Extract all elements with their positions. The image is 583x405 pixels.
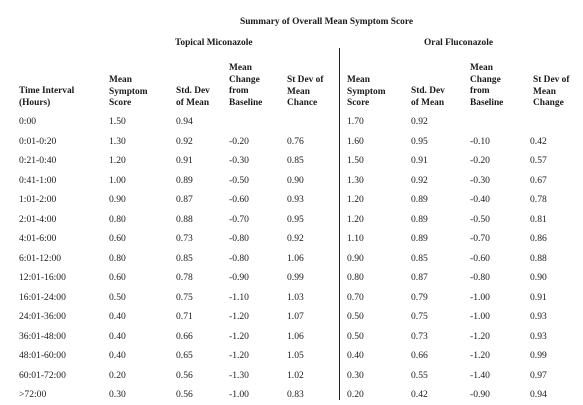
- cell-flu-sd-change: 0.97: [530, 369, 547, 381]
- header-flu-std-dev: Std. Dev of Mean: [411, 86, 445, 108]
- cell-flu-sd-change: 0.90: [530, 272, 547, 283]
- cell-mic-change: -1.30: [229, 369, 249, 381]
- cell-flu-mean: 0.50: [347, 330, 364, 342]
- cell-flu-sd: 0.89: [411, 194, 428, 205]
- cell-flu-mean: 0.70: [347, 291, 364, 303]
- cell-mic-change: -0.60: [229, 194, 249, 205]
- cell-mic-sd: 0.65: [176, 350, 193, 361]
- cell-mic-mean: 0.40: [109, 350, 126, 361]
- cell-mic-sd-change: 0.83: [287, 389, 304, 400]
- column-divider: [339, 48, 340, 400]
- cell-mic-sd-change: 0.90: [287, 174, 304, 186]
- cell-mic-sd-change: 1.02: [287, 369, 304, 381]
- cell-flu-mean: 0.80: [347, 272, 364, 283]
- cell-flu-sd: 0.55: [411, 369, 428, 381]
- group-header-oral-fluconazole: Oral Fluconazole: [424, 38, 493, 48]
- cell-mic-sd-change: 1.07: [287, 311, 304, 322]
- cell-time-interval: 48:01-60:00: [19, 350, 66, 361]
- cell-time-interval: 60:01-72:00: [19, 369, 66, 381]
- cell-mic-change: -1.20: [229, 330, 249, 342]
- cell-mic-sd: 0.75: [176, 291, 193, 303]
- cell-mic-change: -0.20: [229, 135, 249, 147]
- cell-mic-sd-change: 0.95: [287, 213, 304, 225]
- cell-time-interval: 0:00: [19, 116, 37, 127]
- cell-flu-change: -1.40: [470, 369, 490, 381]
- cell-mic-mean: 0.80: [109, 213, 126, 225]
- cell-time-interval: 0:41-1:00: [19, 174, 57, 186]
- cell-flu-change: -1.00: [470, 291, 490, 303]
- cell-mic-sd: 0.73: [176, 233, 193, 244]
- cell-flu-mean: 1.30: [347, 174, 364, 186]
- header-time-interval: Time Interval (Hours): [19, 86, 75, 108]
- cell-mic-sd-change: 0.85: [287, 155, 304, 166]
- cell-mic-change: -0.90: [229, 272, 249, 283]
- cell-mic-sd: 0.94: [176, 116, 193, 127]
- cell-flu-change: -0.10: [470, 135, 490, 147]
- cell-flu-mean: 0.90: [347, 252, 364, 264]
- cell-mic-change: -0.70: [229, 213, 249, 225]
- cell-flu-sd-change: 0.67: [530, 174, 547, 186]
- header-mic-mean-score: Mean Symptom Score: [109, 75, 148, 108]
- table-title: Summary of Overall Mean Symptom Score: [240, 17, 413, 27]
- cell-flu-sd: 0.89: [411, 213, 428, 225]
- cell-mic-sd-change: 0.99: [287, 272, 304, 283]
- cell-time-interval: 1:01-2:00: [19, 194, 57, 205]
- header-mic-mean-change: Mean Change from Baseline: [229, 63, 263, 108]
- header-mic-std-dev: Std. Dev of Mean: [176, 86, 210, 108]
- cell-mic-sd: 0.88: [176, 213, 193, 225]
- cell-flu-mean: 1.70: [347, 116, 364, 127]
- cell-flu-change: -1.00: [470, 311, 490, 322]
- cell-mic-sd: 0.71: [176, 311, 193, 322]
- cell-mic-change: -1.20: [229, 311, 249, 322]
- cell-flu-sd: 0.75: [411, 311, 428, 322]
- cell-mic-sd: 0.89: [176, 174, 193, 186]
- cell-flu-change: -0.90: [470, 389, 490, 400]
- header-mic-sd-change: St Dev of Mean Chance: [287, 75, 324, 108]
- cell-mic-mean: 0.50: [109, 291, 126, 303]
- cell-mic-change: -0.30: [229, 155, 249, 166]
- cell-time-interval: 0:01-0:20: [19, 135, 57, 147]
- cell-flu-sd-change: 0.78: [530, 194, 547, 205]
- cell-flu-sd-change: 0.42: [530, 135, 547, 147]
- cell-mic-change: -1.10: [229, 291, 249, 303]
- header-flu-mean-change: Mean Change from Baseline: [470, 63, 504, 108]
- cell-mic-sd-change: 1.06: [287, 330, 304, 342]
- cell-flu-change: -1.20: [470, 330, 490, 342]
- cell-flu-sd: 0.91: [411, 155, 428, 166]
- cell-mic-sd: 0.92: [176, 135, 193, 147]
- cell-flu-sd-change: 0.88: [530, 252, 547, 264]
- cell-flu-sd-change: 0.57: [530, 155, 547, 166]
- cell-time-interval: 12:01-16:00: [19, 272, 66, 283]
- cell-mic-mean: 0.60: [109, 272, 126, 283]
- cell-flu-sd-change: 0.94: [530, 389, 547, 400]
- cell-flu-sd-change: 0.99: [530, 350, 547, 361]
- cell-mic-change: -1.20: [229, 350, 249, 361]
- cell-mic-sd-change: 1.03: [287, 291, 304, 303]
- cell-mic-mean: 0.80: [109, 252, 126, 264]
- cell-mic-mean: 1.00: [109, 174, 126, 186]
- cell-flu-sd: 0.92: [411, 174, 428, 186]
- cell-mic-sd-change: 0.93: [287, 194, 304, 205]
- cell-mic-mean: 1.20: [109, 155, 126, 166]
- cell-time-interval: 24:01-36:00: [19, 311, 66, 322]
- cell-flu-sd: 0.92: [411, 116, 428, 127]
- cell-flu-sd: 0.73: [411, 330, 428, 342]
- cell-flu-sd-change: 0.93: [530, 311, 547, 322]
- cell-mic-change: -0.80: [229, 233, 249, 244]
- cell-flu-sd: 0.89: [411, 233, 428, 244]
- cell-flu-mean: 1.50: [347, 155, 364, 166]
- cell-time-interval: 4:01-6:00: [19, 233, 57, 244]
- cell-flu-sd-change: 0.91: [530, 291, 547, 303]
- cell-time-interval: 0:21-0:40: [19, 155, 57, 166]
- cell-mic-sd: 0.87: [176, 194, 193, 205]
- group-header-topical-miconazole: Topical Miconazole: [175, 38, 253, 48]
- cell-mic-sd: 0.66: [176, 330, 193, 342]
- cell-time-interval: 36:01-48:00: [19, 330, 66, 342]
- cell-flu-change: -0.80: [470, 272, 490, 283]
- cell-time-interval: >72:00: [19, 389, 47, 400]
- cell-flu-sd: 0.66: [411, 350, 428, 361]
- cell-flu-mean: 0.20: [347, 389, 364, 400]
- cell-flu-sd: 0.42: [411, 389, 428, 400]
- cell-mic-sd-change: 1.06: [287, 252, 304, 264]
- cell-flu-change: -0.70: [470, 233, 490, 244]
- cell-mic-change: -0.80: [229, 252, 249, 264]
- cell-flu-sd: 0.87: [411, 272, 428, 283]
- header-flu-sd-change: St Dev of Mean Change: [533, 75, 570, 108]
- cell-mic-mean: 0.60: [109, 233, 126, 244]
- cell-mic-sd-change: 0.76: [287, 135, 304, 147]
- cell-mic-change: -0.50: [229, 174, 249, 186]
- cell-time-interval: 6:01-12:00: [19, 252, 62, 264]
- cell-time-interval: 2:01-4:00: [19, 213, 57, 225]
- cell-flu-change: -0.60: [470, 252, 490, 264]
- cell-flu-mean: 0.40: [347, 350, 364, 361]
- cell-flu-sd-change: 0.81: [530, 213, 547, 225]
- cell-mic-sd: 0.56: [176, 389, 193, 400]
- cell-mic-sd: 0.56: [176, 369, 193, 381]
- cell-flu-change: -0.30: [470, 174, 490, 186]
- cell-mic-mean: 1.30: [109, 135, 126, 147]
- cell-flu-sd: 0.85: [411, 252, 428, 264]
- cell-flu-change: -1.20: [470, 350, 490, 361]
- cell-flu-sd: 0.95: [411, 135, 428, 147]
- cell-flu-change: -0.50: [470, 213, 490, 225]
- cell-mic-mean: 0.30: [109, 389, 126, 400]
- cell-flu-mean: 0.30: [347, 369, 364, 381]
- cell-flu-change: -0.40: [470, 194, 490, 205]
- cell-flu-change: -0.20: [470, 155, 490, 166]
- cell-mic-mean: 0.40: [109, 330, 126, 342]
- cell-flu-mean: 1.20: [347, 194, 364, 205]
- cell-mic-mean: 0.90: [109, 194, 126, 205]
- cell-mic-sd-change: 1.05: [287, 350, 304, 361]
- cell-mic-change: -1.00: [229, 389, 249, 400]
- header-flu-mean-score: Mean Symptom Score: [347, 75, 386, 108]
- cell-flu-mean: 1.60: [347, 135, 364, 147]
- cell-flu-mean: 1.10: [347, 233, 364, 244]
- cell-flu-sd: 0.79: [411, 291, 428, 303]
- cell-mic-mean: 1.50: [109, 116, 126, 127]
- cell-mic-sd: 0.85: [176, 252, 193, 264]
- cell-mic-mean: 0.20: [109, 369, 126, 381]
- cell-flu-sd-change: 0.93: [530, 330, 547, 342]
- cell-flu-mean: 0.50: [347, 311, 364, 322]
- cell-time-interval: 16:01-24:00: [19, 291, 66, 303]
- cell-mic-sd-change: 0.92: [287, 233, 304, 244]
- cell-mic-sd: 0.78: [176, 272, 193, 283]
- cell-mic-sd: 0.91: [176, 155, 193, 166]
- cell-flu-mean: 1.20: [347, 213, 364, 225]
- cell-mic-mean: 0.40: [109, 311, 126, 322]
- cell-flu-sd-change: 0.86: [530, 233, 547, 244]
